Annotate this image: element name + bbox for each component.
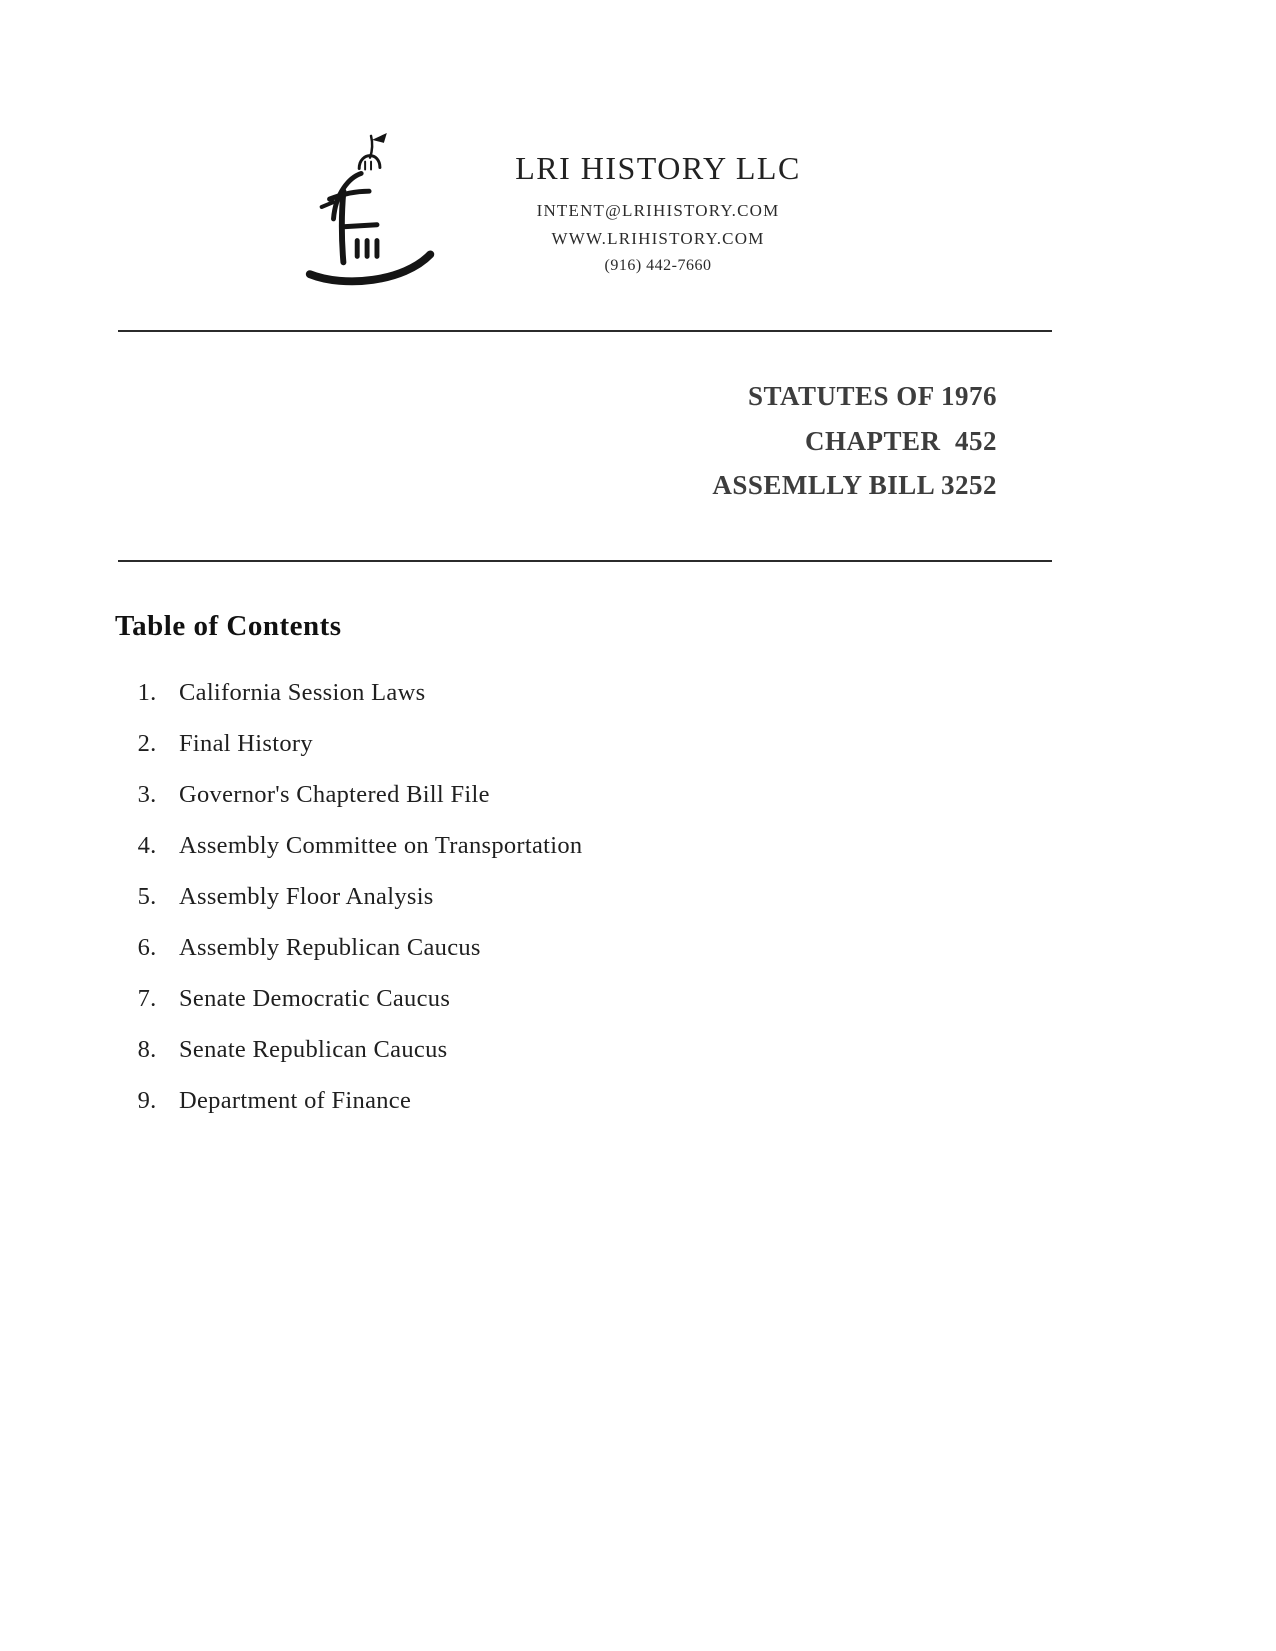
toc-item: 4. Assembly Committee on Transportation — [163, 832, 1276, 860]
statutes-block — [118, 374, 1052, 508]
letterhead — [298, 0, 1276, 286]
toc-item: 7. Senate Democratic Caucus — [163, 985, 1276, 1013]
company-name: LRI HISTORY LLC — [515, 150, 801, 186]
company-website: WWW.LRIHISTORY.COM — [551, 229, 765, 248]
toc-item: 5. Assembly Floor Analysis — [163, 883, 1276, 911]
company-email: INTENT@LRIHISTORY.COM — [536, 201, 780, 220]
toc-item: 9. Department of Finance — [163, 1087, 1276, 1115]
letterhead-text — [468, 150, 848, 275]
divider-bottom — [118, 560, 1052, 562]
toc-item: 1. California Session Laws — [163, 679, 1276, 707]
toc-item: 6. Assembly Republican Caucus — [163, 934, 1276, 962]
statutes-line-3: ASSEMLLY BILL 3252 — [712, 470, 997, 501]
toc-list — [115, 679, 1276, 1115]
statutes-line-1: STATUTES OF 1976 — [747, 381, 997, 411]
statutes-line-2: CHAPTER 452 — [804, 425, 997, 456]
table-of-contents — [115, 610, 1276, 1115]
toc-item: 3. Governor's Chaptered Bill File — [163, 781, 1276, 809]
toc-item: 8. Senate Republican Caucus — [163, 1036, 1276, 1064]
divider-top — [118, 330, 1052, 332]
capitol-dome-logo-icon — [298, 128, 450, 286]
toc-item: 2. Final History — [163, 730, 1276, 758]
company-phone: (916) 442-7660 — [604, 257, 712, 274]
toc-title: Table of Contents — [115, 609, 342, 642]
